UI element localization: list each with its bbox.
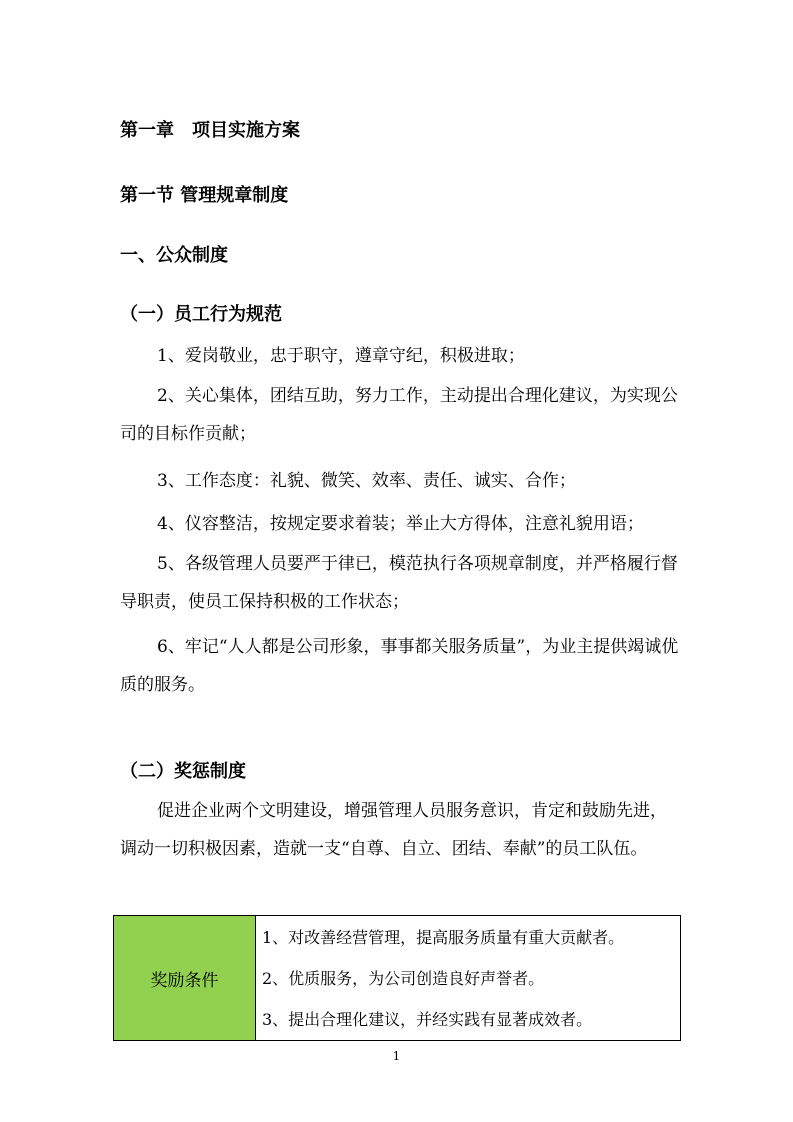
conduct-item: 5、各级管理人员要严于律已，模范执行各项规章制度，并严格履行督导职责，使员工保持积极的工作状态；	[120, 554, 678, 612]
conduct-item: 1、爱岗敬业，忠于职守，遵章守纪，积极进取；	[157, 346, 525, 366]
page-number: 1	[392, 1049, 401, 1063]
reward-conditions-table	[113, 915, 681, 1041]
reward-condition-item: 1、对改善经营管理，提高服务质量有重大贡献者。	[262, 927, 625, 947]
part-title: 一、公众制度	[120, 245, 228, 266]
chapter-title: 第一章 项目实施方案	[120, 120, 300, 141]
reward-condition-item: 2、优质服务，为公司创造良好声誉者。	[262, 968, 545, 988]
reward-condition-item: 3、提出合理化建议，并经实践有显著成效者。	[262, 1009, 593, 1029]
conduct-item: 4、仪容整洁，按规定要求着装；举止大方得体，注意礼貌用语；	[157, 514, 644, 534]
subsection-title-rewards: （二）奖惩制度	[120, 761, 246, 782]
conduct-item: 2、关心集体，团结互助，努力工作，主动提出合理化建议，为实现公司的目标作贡献；	[120, 386, 678, 444]
conduct-item: 3、工作态度：礼貌、微笑、效率、责任、诚实、合作；	[157, 471, 576, 491]
section-title: 第一节 管理规章制度	[120, 185, 289, 206]
rewards-intro: 促进企业两个文明建设，增强管理人员服务意识，肯定和鼓励先进，调动一切积极因素，造就一支“自尊、自立、团结、奉献”的员工队伍。	[120, 801, 667, 859]
reward-conditions-list	[256, 916, 681, 1041]
conduct-item: 6、牢记“人人都是公司形象，事事都关服务质量”，为业主提供竭诚优质的服务。	[120, 637, 679, 695]
subsection-title-conduct: （一）员工行为规范	[120, 304, 282, 325]
reward-conditions-label: 奖励条件	[114, 916, 256, 1041]
